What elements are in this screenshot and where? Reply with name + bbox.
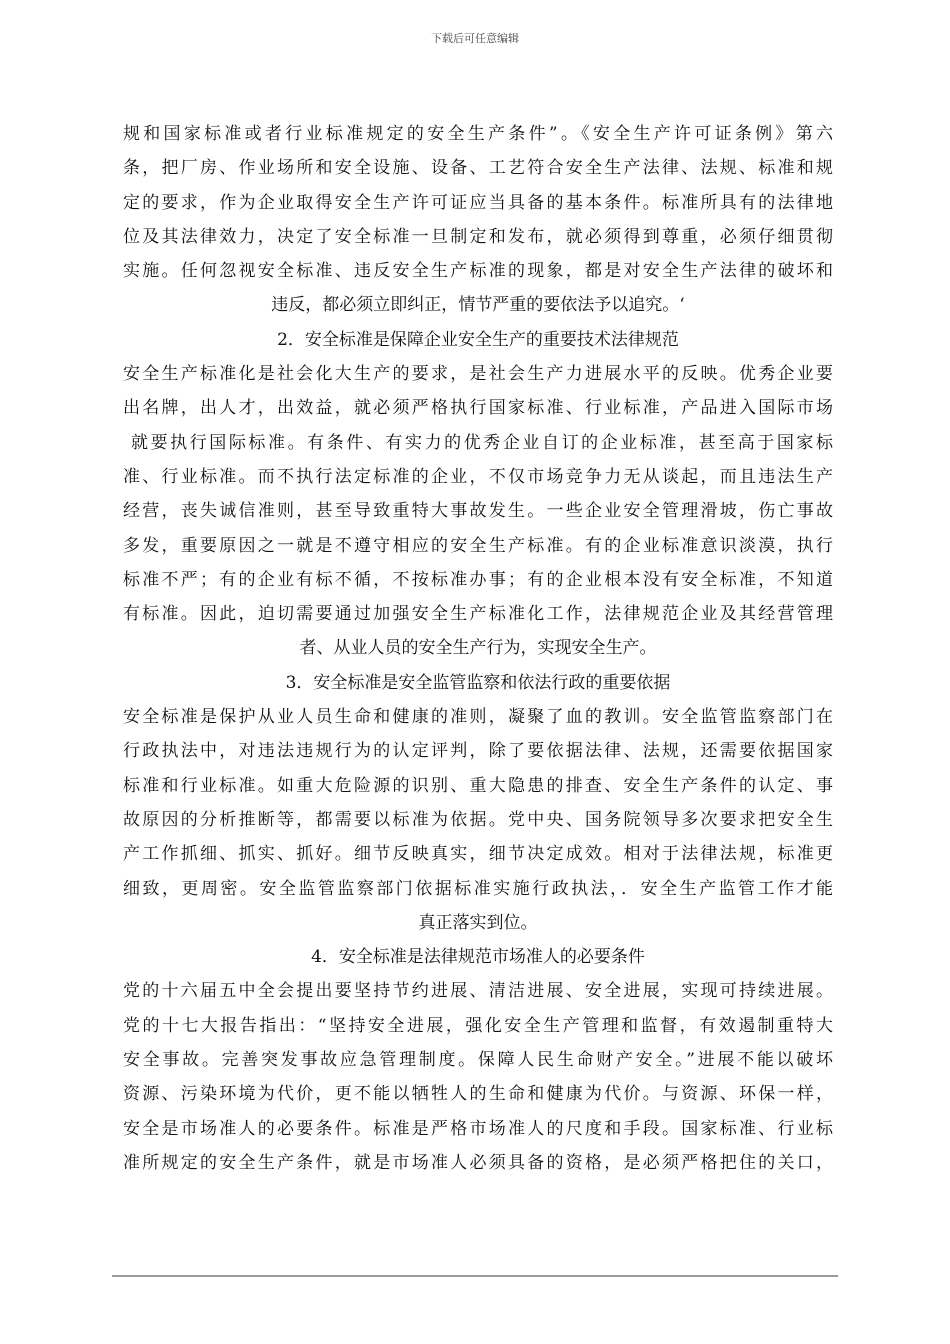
paragraph-line: 党的十六届五中全会提出要坚持节约进展、清洁进展、安全进展，实现可持续进展。 — [123, 981, 833, 1002]
paragraph-line: 安全标准是保护从业人员生命和健康的准则，凝聚了血的教训。安全监管监察部门在 — [123, 707, 833, 728]
paragraph-line: 位及其法律效力，决定了安全标准一旦制定和发布，就必须得到尊重，必须仔细贯彻 — [123, 226, 833, 247]
paragraph-line: 准、行业标准。而不执行法定标准的企业，不仅市场竞争力无从谈起，而且违法生产 — [123, 466, 833, 487]
paragraph-line: 安全生产标准化是社会化大生产的要求，是社会生产力进展水平的反映。优秀企业要 — [123, 364, 833, 385]
paragraph-line: 产工作抓细、抓实、抓好。细节反映真实，细节决定成效。相对于法律法规，标准更 — [123, 844, 833, 865]
paragraph-line: 规和国家标准或者行业标准规定的安全生产条件”。《安全生产许可证条例》第六 — [123, 124, 833, 144]
section-heading: 2．安全标准是保障企业安全生产的重要技术法律规范 — [277, 329, 679, 350]
paragraph-line: 条，把厂房、作业场所和安全设施、设备、工艺符合安全生产法律、法规、标准和规 — [123, 158, 833, 179]
paragraph-last-line: 违反，都必须立即纠正，情节严重的要依法予以追究。‘ — [271, 295, 685, 316]
footer-divider — [112, 1275, 838, 1277]
paragraph-line: 经营，丧失诚信准则，甚至导致重特大事故发生。一些企业安全管理滑坡，伤亡事故 — [123, 501, 833, 522]
paragraph-last-line: 真正落实到位。 — [418, 912, 538, 933]
paragraph-line: 实施。任何忽视安全标准、违反安全生产标准的现象，都是对安全生产法律的破坏和 — [123, 261, 833, 282]
paragraph-line: 安全事故。完善突发事故应急管理制度。保障人民生命财产安全。”进展不能以破坏 — [123, 1050, 833, 1071]
paragraph-line: 行政执法中，对违法违规行为的认定评判，除了要依据法律、法规，还需要依据国家 — [123, 741, 833, 762]
paragraph-line: 细致，更周密。安全监管监察部门依据标准实施行政执法，．安全生产监管工作才能 — [123, 878, 833, 899]
paragraph-line: 标准不严；有的企业有标不循，不按标准办事；有的企业根本没有安全标准，不知道 — [123, 569, 833, 590]
section-heading: 4．安全标准是法律规范市场准人的必要条件 — [311, 947, 645, 968]
paragraph-line: 定的要求，作为企业取得安全生产许可证应当具备的基本条件。标准所具有的法律地 — [123, 192, 833, 213]
paragraph-line: 准所规定的安全生产条件，就是市场准人必须具备的资格，是必须严格把住的关口， — [123, 1152, 833, 1173]
paragraph-line: 出名牌，出人才，出效益，就必须严格执行国家标准、行业标准，产品进入国际市场 — [123, 398, 833, 419]
paragraph-line: 安全是市场准人的必要条件。标准是严格市场准人的尺度和手段。国家标准、行业标 — [123, 1118, 833, 1139]
paragraph-line: 资源、污染环境为代价，更不能以牺牲人的生命和健康为代价。与资源、环保一样， — [123, 1084, 833, 1105]
paragraph-line: 有标准。因此，迫切需要通过加强安全生产标准化工作，法律规范企业及其经营管理 — [123, 604, 833, 625]
paragraph-line: 就要执行国际标准。有条件、有实力的优秀企业自订的企业标准，甚至高于国家标 — [131, 432, 833, 453]
page-header: 下载后可任意编辑 — [431, 32, 519, 45]
paragraph-line: 多发，重要原因之一就是不遵守相应的安全生产标准。有的企业标准意识淡漠，执行 — [123, 535, 833, 556]
section-heading: 3．安全标准是安全监管监察和依法行政的重要依据 — [285, 672, 671, 693]
paragraph-last-line: 者、从业人员的安全生产行为，实现安全生产。 — [299, 638, 657, 659]
paragraph-line: 党的十七大报告指出：“坚持安全进展，强化安全生产管理和监督，有效遏制重特大 — [123, 1015, 833, 1036]
paragraph-line: 故原因的分析推断等，都需要以标准为依据。党中央、国务院领导多次要求把安全生 — [123, 809, 833, 830]
paragraph-line: 标准和行业标准。如重大危险源的识别、重大隐患的排查、安全生产条件的认定、事 — [123, 775, 833, 796]
document-body — [123, 117, 833, 1180]
